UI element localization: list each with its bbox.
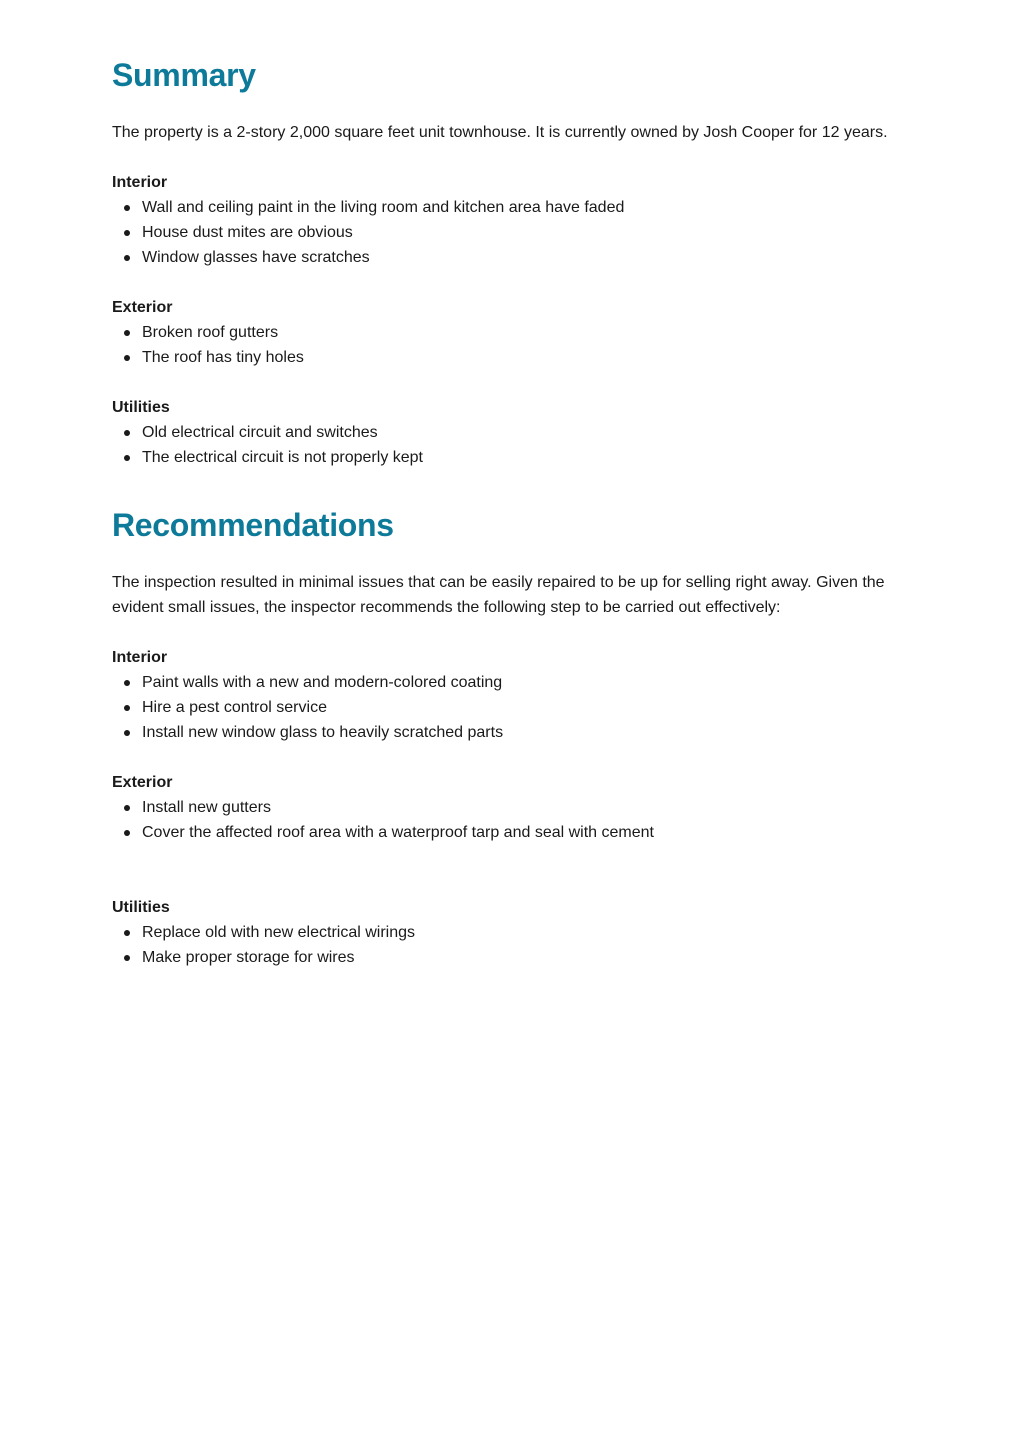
list-item [112,320,902,345]
list-item [112,345,902,370]
list-item-text: Window glasses have scratches [142,249,370,266]
bullet-icon [124,355,130,361]
list-item [112,920,902,945]
bullet-icon [124,455,130,461]
list-item-text: Paint walls with a new and modern-colored coating [142,674,503,691]
bullet-icon [124,430,130,436]
list-item [112,670,902,695]
bullet-icon [124,705,130,711]
recommendations-intro: The inspection resulted in minimal issues that can be easily repaired to be up for selling right away. Given the evident small issues, the inspector recommends the following step to be carried out effectively: [112,574,885,616]
summary-interior-group [112,170,902,270]
summary-interior-list [112,195,902,270]
summary-exterior-list [112,320,902,370]
bullet-icon [124,230,130,236]
recommendations-interior-group [112,645,902,745]
list-item [112,820,902,845]
list-item-text: Install new gutters [142,799,271,816]
recommendations-exterior-heading: Exterior [112,774,173,791]
bullet-icon [124,930,130,936]
bullet-icon [124,955,130,961]
summary-intro: The property is a 2-story 2,000 square feet unit townhouse. It is currently owned by Josh Cooper for 12 years. [112,124,888,141]
bullet-icon [124,830,130,836]
list-item [112,195,902,220]
list-item [112,795,902,820]
document-page [112,0,902,970]
list-item [112,695,902,720]
summary-title: Summary [112,57,256,93]
recommendations-title: Recommendations [112,507,394,543]
list-item-text: The electrical circuit is not properly kept [142,449,423,466]
recommendations-utilities-heading: Utilities [112,899,170,916]
bullet-icon [124,805,130,811]
list-item [112,245,902,270]
list-item [112,220,902,245]
summary-utilities-group [112,395,902,470]
bullet-icon [124,255,130,261]
list-item [112,720,902,745]
recommendations-interior-list [112,670,902,745]
recommendations-exterior-group [112,770,902,845]
list-item [112,420,902,445]
bullet-icon [124,330,130,336]
list-item [112,445,902,470]
list-item-text: The roof has tiny holes [142,349,304,366]
summary-exterior-group [112,295,902,370]
list-item-text: Hire a pest control service [142,699,327,716]
list-item-text: Cover the affected roof area with a waterproof tarp and seal with cement [142,824,654,841]
summary-exterior-heading: Exterior [112,299,173,316]
summary-utilities-heading: Utilities [112,399,170,416]
list-item-text: Install new window glass to heavily scratched parts [142,724,504,741]
bullet-icon [124,680,130,686]
list-item-text: Old electrical circuit and switches [142,424,378,441]
list-item-text: Broken roof gutters [142,324,279,341]
list-item-text: Replace old with new electrical wirings [142,924,416,941]
summary-interior-heading: Interior [112,174,168,191]
recommendations-utilities-group [112,895,902,970]
recommendations-utilities-list [112,920,902,970]
list-item-text: Make proper storage for wires [142,949,355,966]
list-item-text: Wall and ceiling paint in the living room and kitchen area have faded [142,199,625,216]
recommendations-exterior-list [112,795,902,845]
summary-utilities-list [112,420,902,470]
list-item [112,945,902,970]
recommendations-interior-heading: Interior [112,649,168,666]
list-item-text: House dust mites are obvious [142,224,353,241]
bullet-icon [124,205,130,211]
bullet-icon [124,730,130,736]
